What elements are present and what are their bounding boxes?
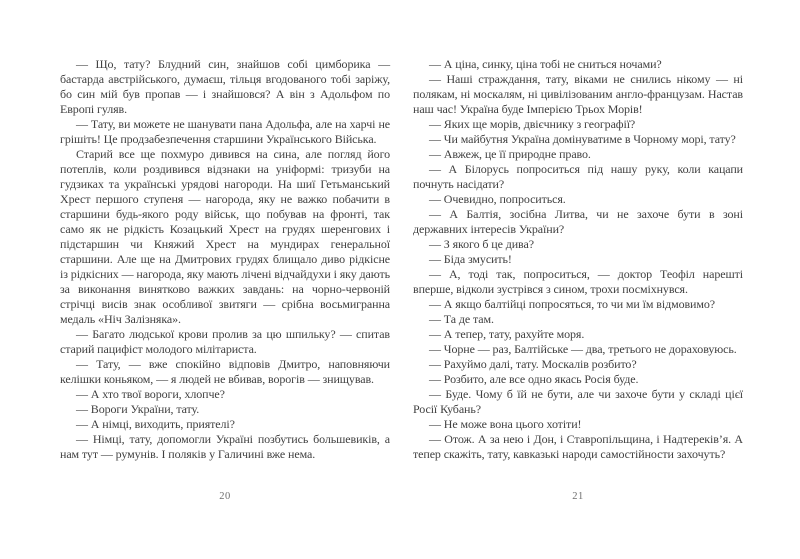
paragraph: — Німці, тату, допомогли Україні позбутись большевиків, а нам тут — румунів. І поляків у Галичині вже нема. <box>60 432 390 461</box>
page-right <box>408 0 748 559</box>
paragraph: Старий все ще похмуро дивився на сина, але погляд його потеплів, коли роздивився відзнаки на уніформі: тризуби на гудзиках та українські урядові нагороди. На шиї Гетьманський Хрест першого ступеня — нагорода, яку не важко побачити в старшини будь-якого роду військ, що побував на фронті, так само як не рідкість Козацький Хрест на грудях шеренгових і підстаршин чи Княжий Хрест на мундирах генеральної старшини. Але ще на Дмитрових грудях блищало диво рідкісне із рідкісних — нагорода, яку мають лічені відчайдухи і яку дають за виконання винятково важких завдань: на чорно-червоній стрічці висів знак особливої звитяги — срібна восьмигранна медаль «Ніч Залізняка». <box>60 147 390 326</box>
paragraph: — Наші страждання, тату, віками не снились нікому — ні полякам, ні москалям, ні цивілізованим англо-французам. Настав наш час! Україна буде Імперією Трьох Морів! <box>413 72 743 116</box>
paragraph: — Тату, ви можете не шанувати пана Адольфа, але на харчі не грішіть! Це продзабезпечення старшини Українського Війська. <box>60 117 390 146</box>
paragraph: — З якого б це дива? <box>429 237 534 251</box>
paragraph: — А німці, виходить, приятелі? <box>76 417 235 431</box>
paragraph: — А хто твої вороги, хлопче? <box>76 387 225 401</box>
paragraph: — Що, тату? Блудний син, знайшов собі цимборика — бастарда австрійського, думаєш, тільця вгодованого тобі заріжу, бо син мій був пропав — і знайшовся? А він з Адольфом по Европі гуляв. <box>60 57 390 116</box>
paragraph: — Яких ще морів, двієчнику з географії? <box>429 117 636 131</box>
paragraph: — А Білорусь попроситься під нашу руку, коли кацапи почнуть насідати? <box>413 162 743 191</box>
page-left-text-block <box>60 57 390 462</box>
page-left <box>55 0 395 559</box>
paragraph: — Очевидно, попроситься. <box>429 192 566 206</box>
paragraph: — Авжеж, це її природне право. <box>429 147 591 161</box>
page-right-text-block <box>413 57 743 462</box>
paragraph: — Рахуймо далі, тату. Москалів розбито? <box>429 357 637 371</box>
paragraph: — Багато людської крови пролив за цю шпильку? — спитав старий пацифіст молодого мілітариста. <box>60 327 390 356</box>
page-left-number: 20 <box>219 491 231 502</box>
paragraph: — Розбито, але все одно якась Росія буде. <box>429 372 639 386</box>
page-right-number: 21 <box>572 491 584 502</box>
paragraph: — А якщо балтійці попросяться, то чи ми їм відмовимо? <box>429 297 715 311</box>
paragraph: — Не може вона цього хотіти! <box>429 417 582 431</box>
paragraph: — Чи майбутня Україна домінуватиме в Чорному морі, тату? <box>429 132 736 146</box>
paragraph: — Отож. А за нею і Дон, і Ставропільщина, і Надтереків’я. А тепер скажіть, тату, кавказькі народи самостійности захочуть? <box>413 432 743 461</box>
paragraph: — А Балтія, зосібна Литва, чи не захоче бути в зоні державних інтересів України? <box>413 207 743 236</box>
paragraph: — Буде. Чому б їй не бути, але чи захоче бути у складі цієї Росії Кубань? <box>413 387 743 416</box>
paragraph: — А тепер, тату, рахуйте моря. <box>429 327 585 341</box>
paragraph: — Тату, — вже спокійно відповів Дмитро, наповняючи келішки коньяком, — я людей не вбивав, ворогів — знищував. <box>60 357 390 386</box>
paragraph: — А ціна, синку, ціна тобі не сниться ночами? <box>429 57 662 71</box>
paragraph: — Та де там. <box>429 312 494 326</box>
paragraph: — Вороги України, тату. <box>76 402 200 416</box>
paragraph: — А, тоді так, попроситься, — доктор Теофіл нарешті вперше, відколи зустрівся з сином, трохи посміхнувся. <box>413 267 743 296</box>
paragraph: — Чорне — раз, Балтійське — два, третього не дораховуюсь. <box>429 342 737 356</box>
paragraph: — Біда змусить! <box>429 252 512 266</box>
